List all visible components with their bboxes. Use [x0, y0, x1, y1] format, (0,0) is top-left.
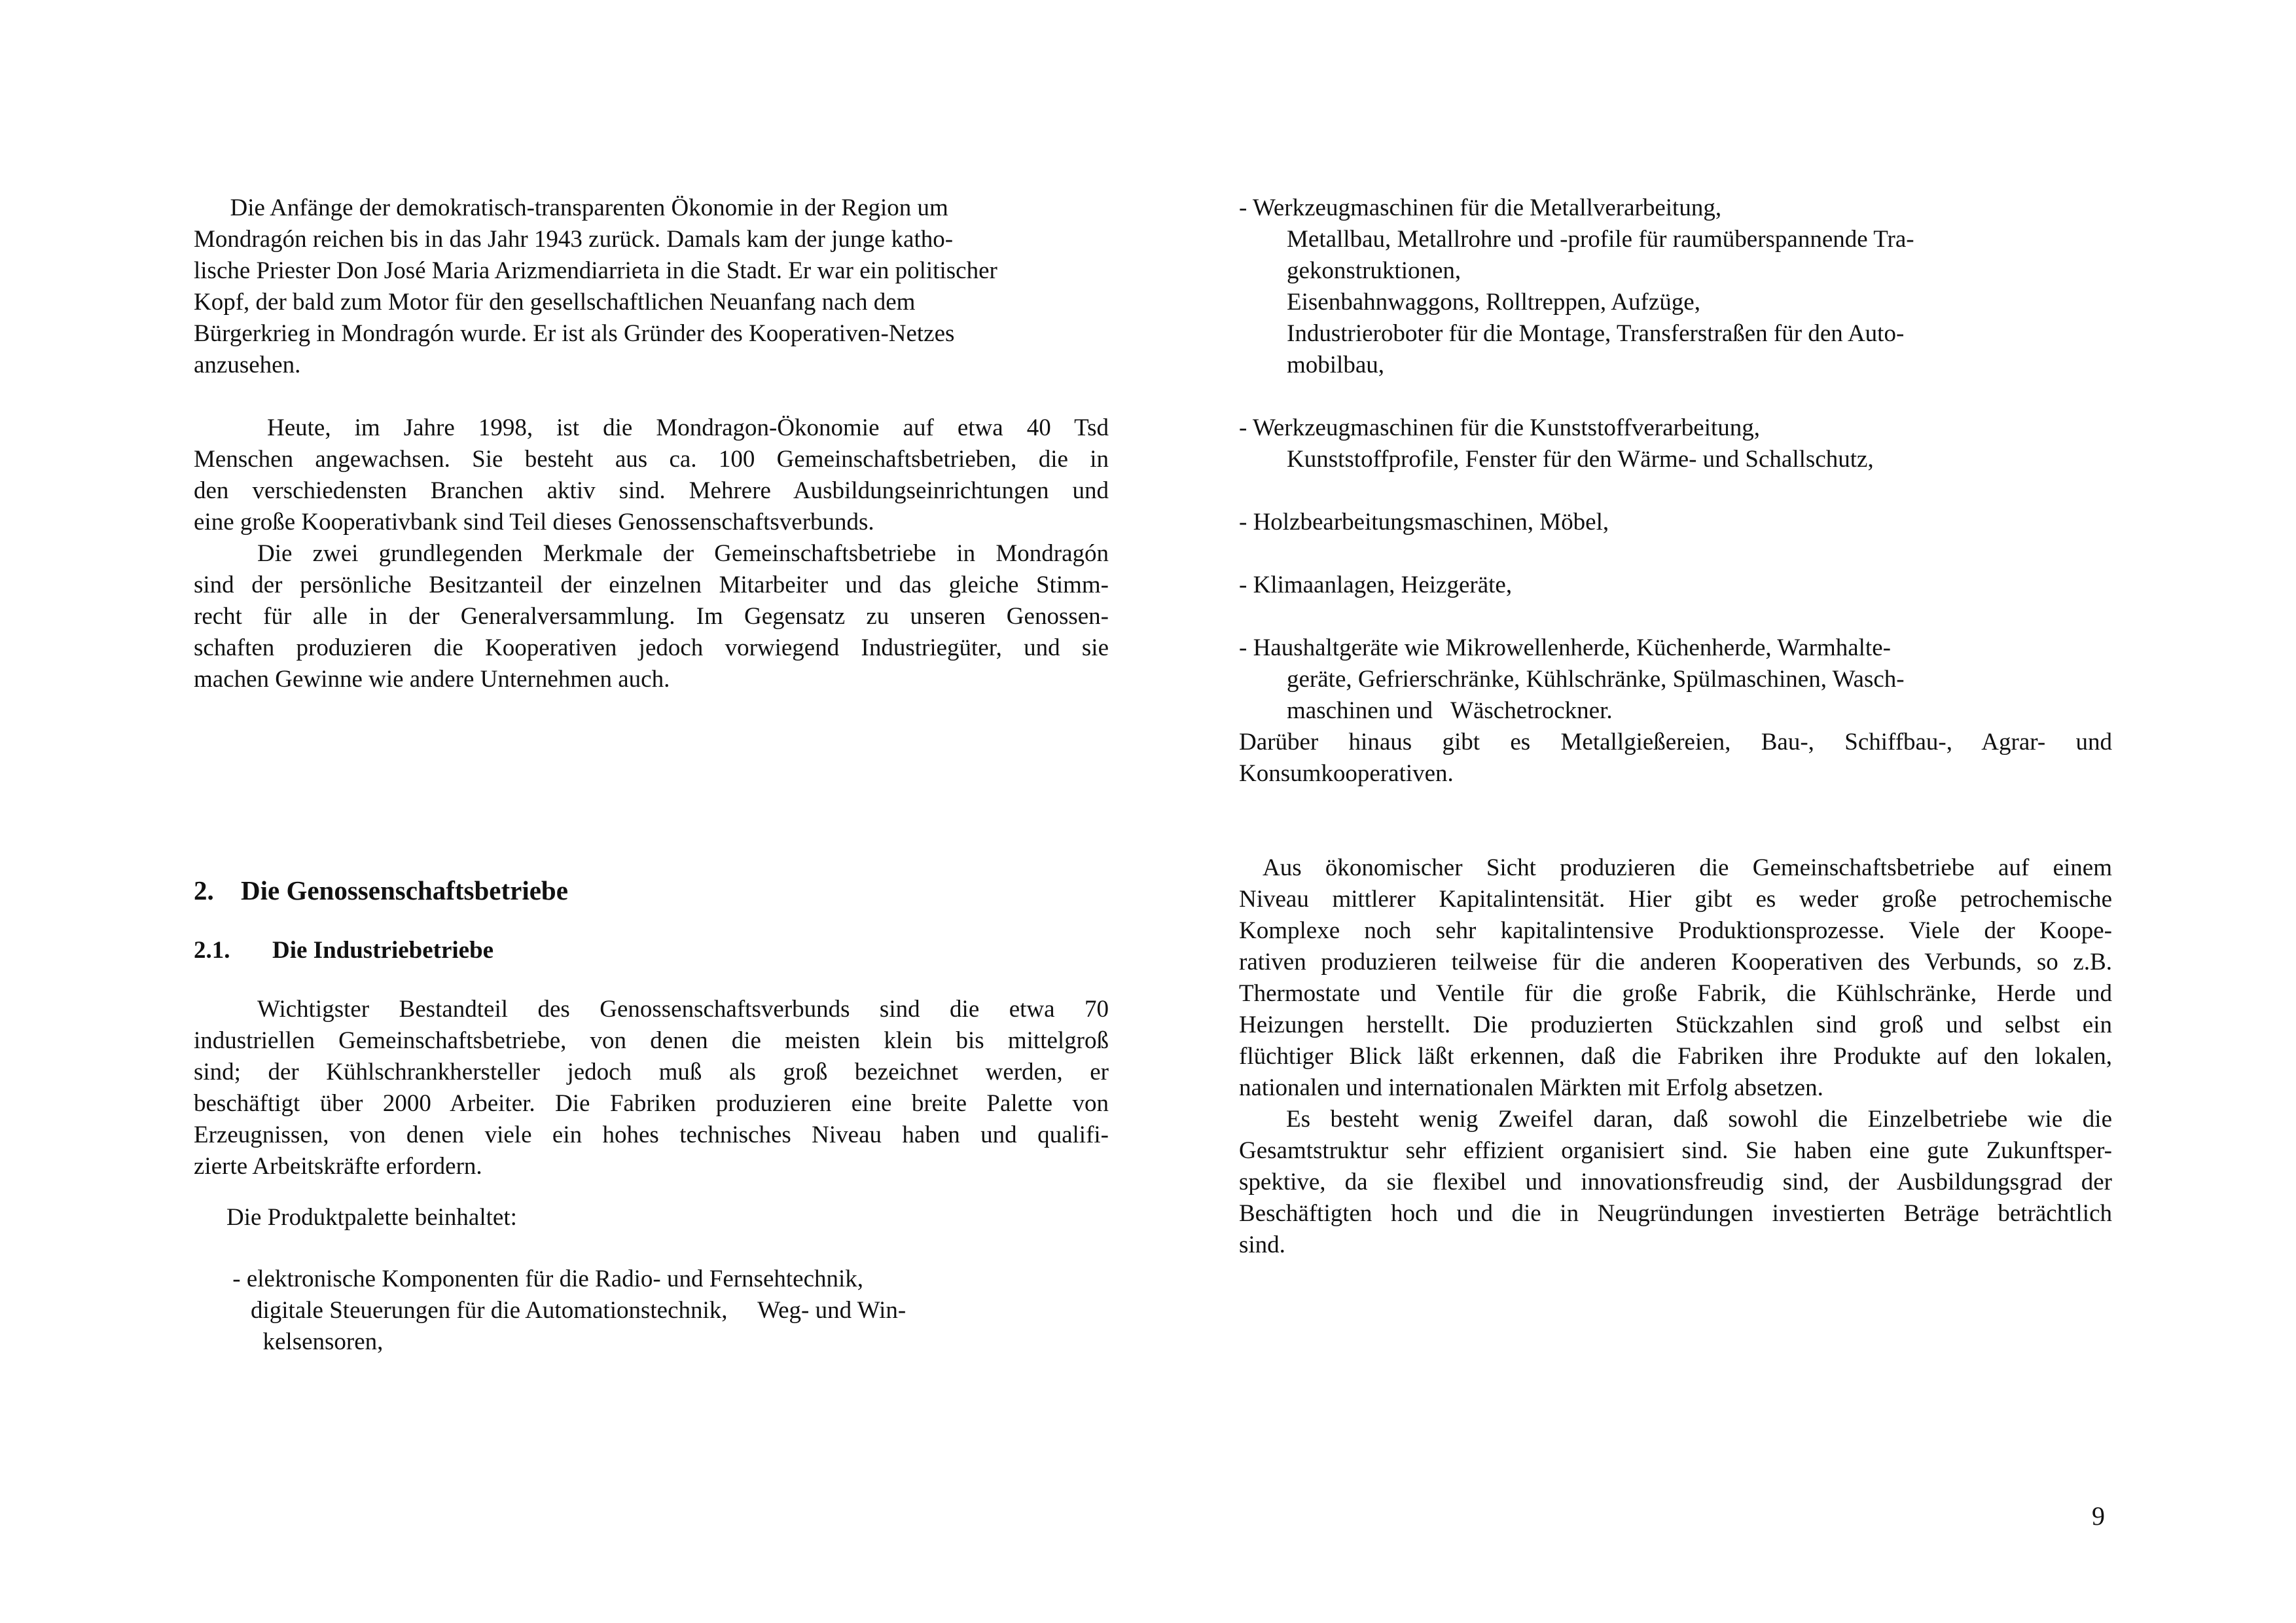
text-line: Die zwei grundlegenden Merkmale der Gemeinschaftsbetriebe in Mondragón: [257, 540, 1109, 567]
paragraph-features: [194, 538, 1109, 695]
list-item: - Klimaanlagen, Heizgeräte,: [1239, 572, 1513, 598]
list-item: gekonstruktionen,: [1263, 257, 1462, 284]
right-column: [1239, 192, 2112, 1261]
text-line: Heute, im Jahre 1998, ist die Mondragon-Ökonomie auf etwa 40 Tsd: [267, 414, 1109, 441]
text-line: Menschen angewachsen. Sie besteht aus ca. 100 Gemeinschaftsbetrieben, die in: [194, 446, 1109, 473]
text-line: Aus ökonomischer Sicht produzieren die Gemeinschaftsbetriebe auf einem: [1263, 854, 2112, 881]
text-line: sind; der Kühlschrankhersteller jedoch muß als groß bezeichnet werden, er: [194, 1059, 1109, 1085]
text-line: Niveau mittlerer Kapitalintensität. Hier gibt es weder große petrochemische: [1239, 886, 2112, 913]
text-line: Mondragón reichen bis in das Jahr 1943 zurück. Damals kam der junge katho-: [194, 226, 954, 253]
list-item: mobilbau,: [1263, 352, 1385, 378]
text-line: sind.: [1239, 1231, 1285, 1258]
list-item: geräte, Gefrierschränke, Kühlschränke, Spülmaschinen, Wasch-: [1263, 666, 1905, 693]
product-list-metal: [1239, 192, 2112, 381]
text-line: eine große Kooperativbank sind Teil dieses Genossenschaftsverbunds.: [194, 509, 874, 536]
paragraph-doubt: [1239, 1104, 2112, 1261]
page-number: 9: [2092, 1501, 2105, 1531]
text-line: Komplexe noch sehr kapitalintensive Produktionsprozesse. Viele der Koope-: [1239, 917, 2112, 944]
section-heading: [194, 872, 1109, 909]
section-title: Die Genossenschaftsbetriebe: [241, 875, 568, 905]
text-line: rativen produzieren teilweise für die anderen Kooperativen des Verbunds, so z.B.: [1239, 949, 2112, 976]
text-line: Es besteht wenig Zweifel daran, daß sowohl die Einzelbetriebe wie die: [1286, 1106, 2112, 1133]
text-line: lische Priester Don José Maria Arizmendiarrieta in die Stadt. Er war ein politischer: [194, 257, 997, 284]
text-line: sind der persönliche Besitzanteil der einzelnen Mitarbeiter und das gleiche Stimm-: [194, 572, 1109, 598]
subsection-heading: [194, 935, 1109, 966]
paragraph-more: [1239, 727, 2112, 790]
list-item: - Holzbearbeitungsmaschinen, Möbel,: [1239, 509, 1609, 536]
paragraph-origins: [194, 192, 1109, 381]
list-item: - Haushaltgeräte wie Mikrowellenherde, Küchenherde, Warmhalte-: [1239, 634, 1891, 661]
text-line: schaften produzieren die Kooperativen jedoch vorwiegend Industriegüter, und sie: [194, 634, 1109, 661]
text-line: recht für alle in der Generalversammlung. Im Gegensatz zu unseren Genossen-: [194, 603, 1109, 630]
text-line: Wichtigster Bestandteil des Genossenschaftsverbunds sind die etwa 70: [257, 996, 1109, 1023]
list-item: - Werkzeugmaschinen für die Kunststoffverarbeitung,: [1239, 414, 1761, 441]
list-item: - Werkzeugmaschinen für die Metallverarbeitung,: [1239, 194, 1722, 221]
text-line: Die Anfänge der demokratisch-transparenten Ökonomie in der Region um: [194, 194, 948, 221]
text-line: den verschiedensten Branchen aktiv sind. Mehrere Ausbildungseinrichtungen und: [194, 477, 1109, 504]
list-item: digitale Steuerungen für die Automationstechnik, Weg- und Win-: [226, 1297, 906, 1324]
paragraph-industry: [194, 994, 1109, 1182]
list-item: Metallbau, Metallrohre und -profile für raumüberspannende Tra-: [1263, 226, 1914, 253]
subsection-title: Die Industriebetriebe: [272, 937, 494, 964]
text-line: beschäftigt über 2000 Arbeiter. Die Fabriken produzieren eine breite Palette von: [194, 1090, 1109, 1117]
text-line: Gesamtstruktur sehr effizient organisiert sind. Sie haben eine gute Zukunftsper-: [1239, 1137, 2112, 1164]
text-line: Bürgerkrieg in Mondragón wurde. Er ist als Gründer des Kooperativen-Netzes: [194, 320, 955, 347]
text-line: Konsumkooperativen.: [1239, 760, 1454, 787]
text-line: Heizungen herstellt. Die produzierten Stückzahlen sind groß und selbst ein: [1239, 1012, 2112, 1038]
list-item: Kunststoffprofile, Fenster für den Wärme- und Schallschutz,: [1263, 446, 1874, 473]
text-line: Kopf, der bald zum Motor für den gesellschaftlichen Neuanfang nach dem: [194, 289, 916, 316]
text-line: Die Produktpalette beinhaltet:: [226, 1204, 517, 1231]
paragraph-today: [194, 412, 1109, 538]
text-line: nationalen und internationalen Märkten mit Erfolg absetzen.: [1239, 1074, 1823, 1101]
text-line: Beschäftigten hoch und die in Neugründungen investierten Beträge beträchtlich: [1239, 1200, 2112, 1227]
text-line: spektive, da sie flexibel und innovationsfreudig sind, der Ausbildungsgrad der: [1239, 1169, 2112, 1195]
text-line: Erzeugnissen, von denen viele ein hohes technisches Niveau haben und qualifi-: [194, 1122, 1109, 1148]
text-line: machen Gewinne wie andere Unternehmen auch.: [194, 666, 670, 693]
product-list-electronics: [194, 1264, 1109, 1358]
text-line: flüchtiger Blick läßt erkennen, daß die Fabriken ihre Produkte auf den lokalen,: [1239, 1043, 2112, 1070]
text-line: anzusehen.: [194, 352, 301, 378]
list-item: - elektronische Komponenten für die Radio- und Fernsehtechnik,: [226, 1266, 864, 1292]
list-item: Industrieroboter für die Montage, Transferstraßen für den Auto-: [1263, 320, 1905, 347]
product-list-plastic: [1239, 412, 2112, 475]
text-line: industriellen Gemeinschaftsbetriebe, von denen die meisten klein bis mittelgroß: [194, 1027, 1109, 1054]
list-item: maschinen und Wäschetrockner.: [1263, 697, 1613, 724]
text-line: Darüber hinaus gibt es Metallgießereien, Bau-, Schiffbau-, Agrar- und: [1239, 729, 2112, 756]
list-item: Eisenbahnwaggons, Rolltreppen, Aufzüge,: [1263, 289, 1700, 316]
left-column: [194, 192, 1109, 1358]
text-line: zierte Arbeitskräfte erfordern.: [194, 1153, 482, 1180]
section-number: 2.: [194, 875, 214, 905]
text-line: Thermostate und Ventile für die große Fabrik, die Kühlschränke, Herde und: [1239, 980, 2112, 1007]
subsection-number: 2.1.: [194, 937, 230, 964]
list-item: kelsensoren,: [226, 1328, 384, 1355]
product-list-household: [1239, 632, 2112, 727]
paragraph-economics: [1239, 852, 2112, 1104]
